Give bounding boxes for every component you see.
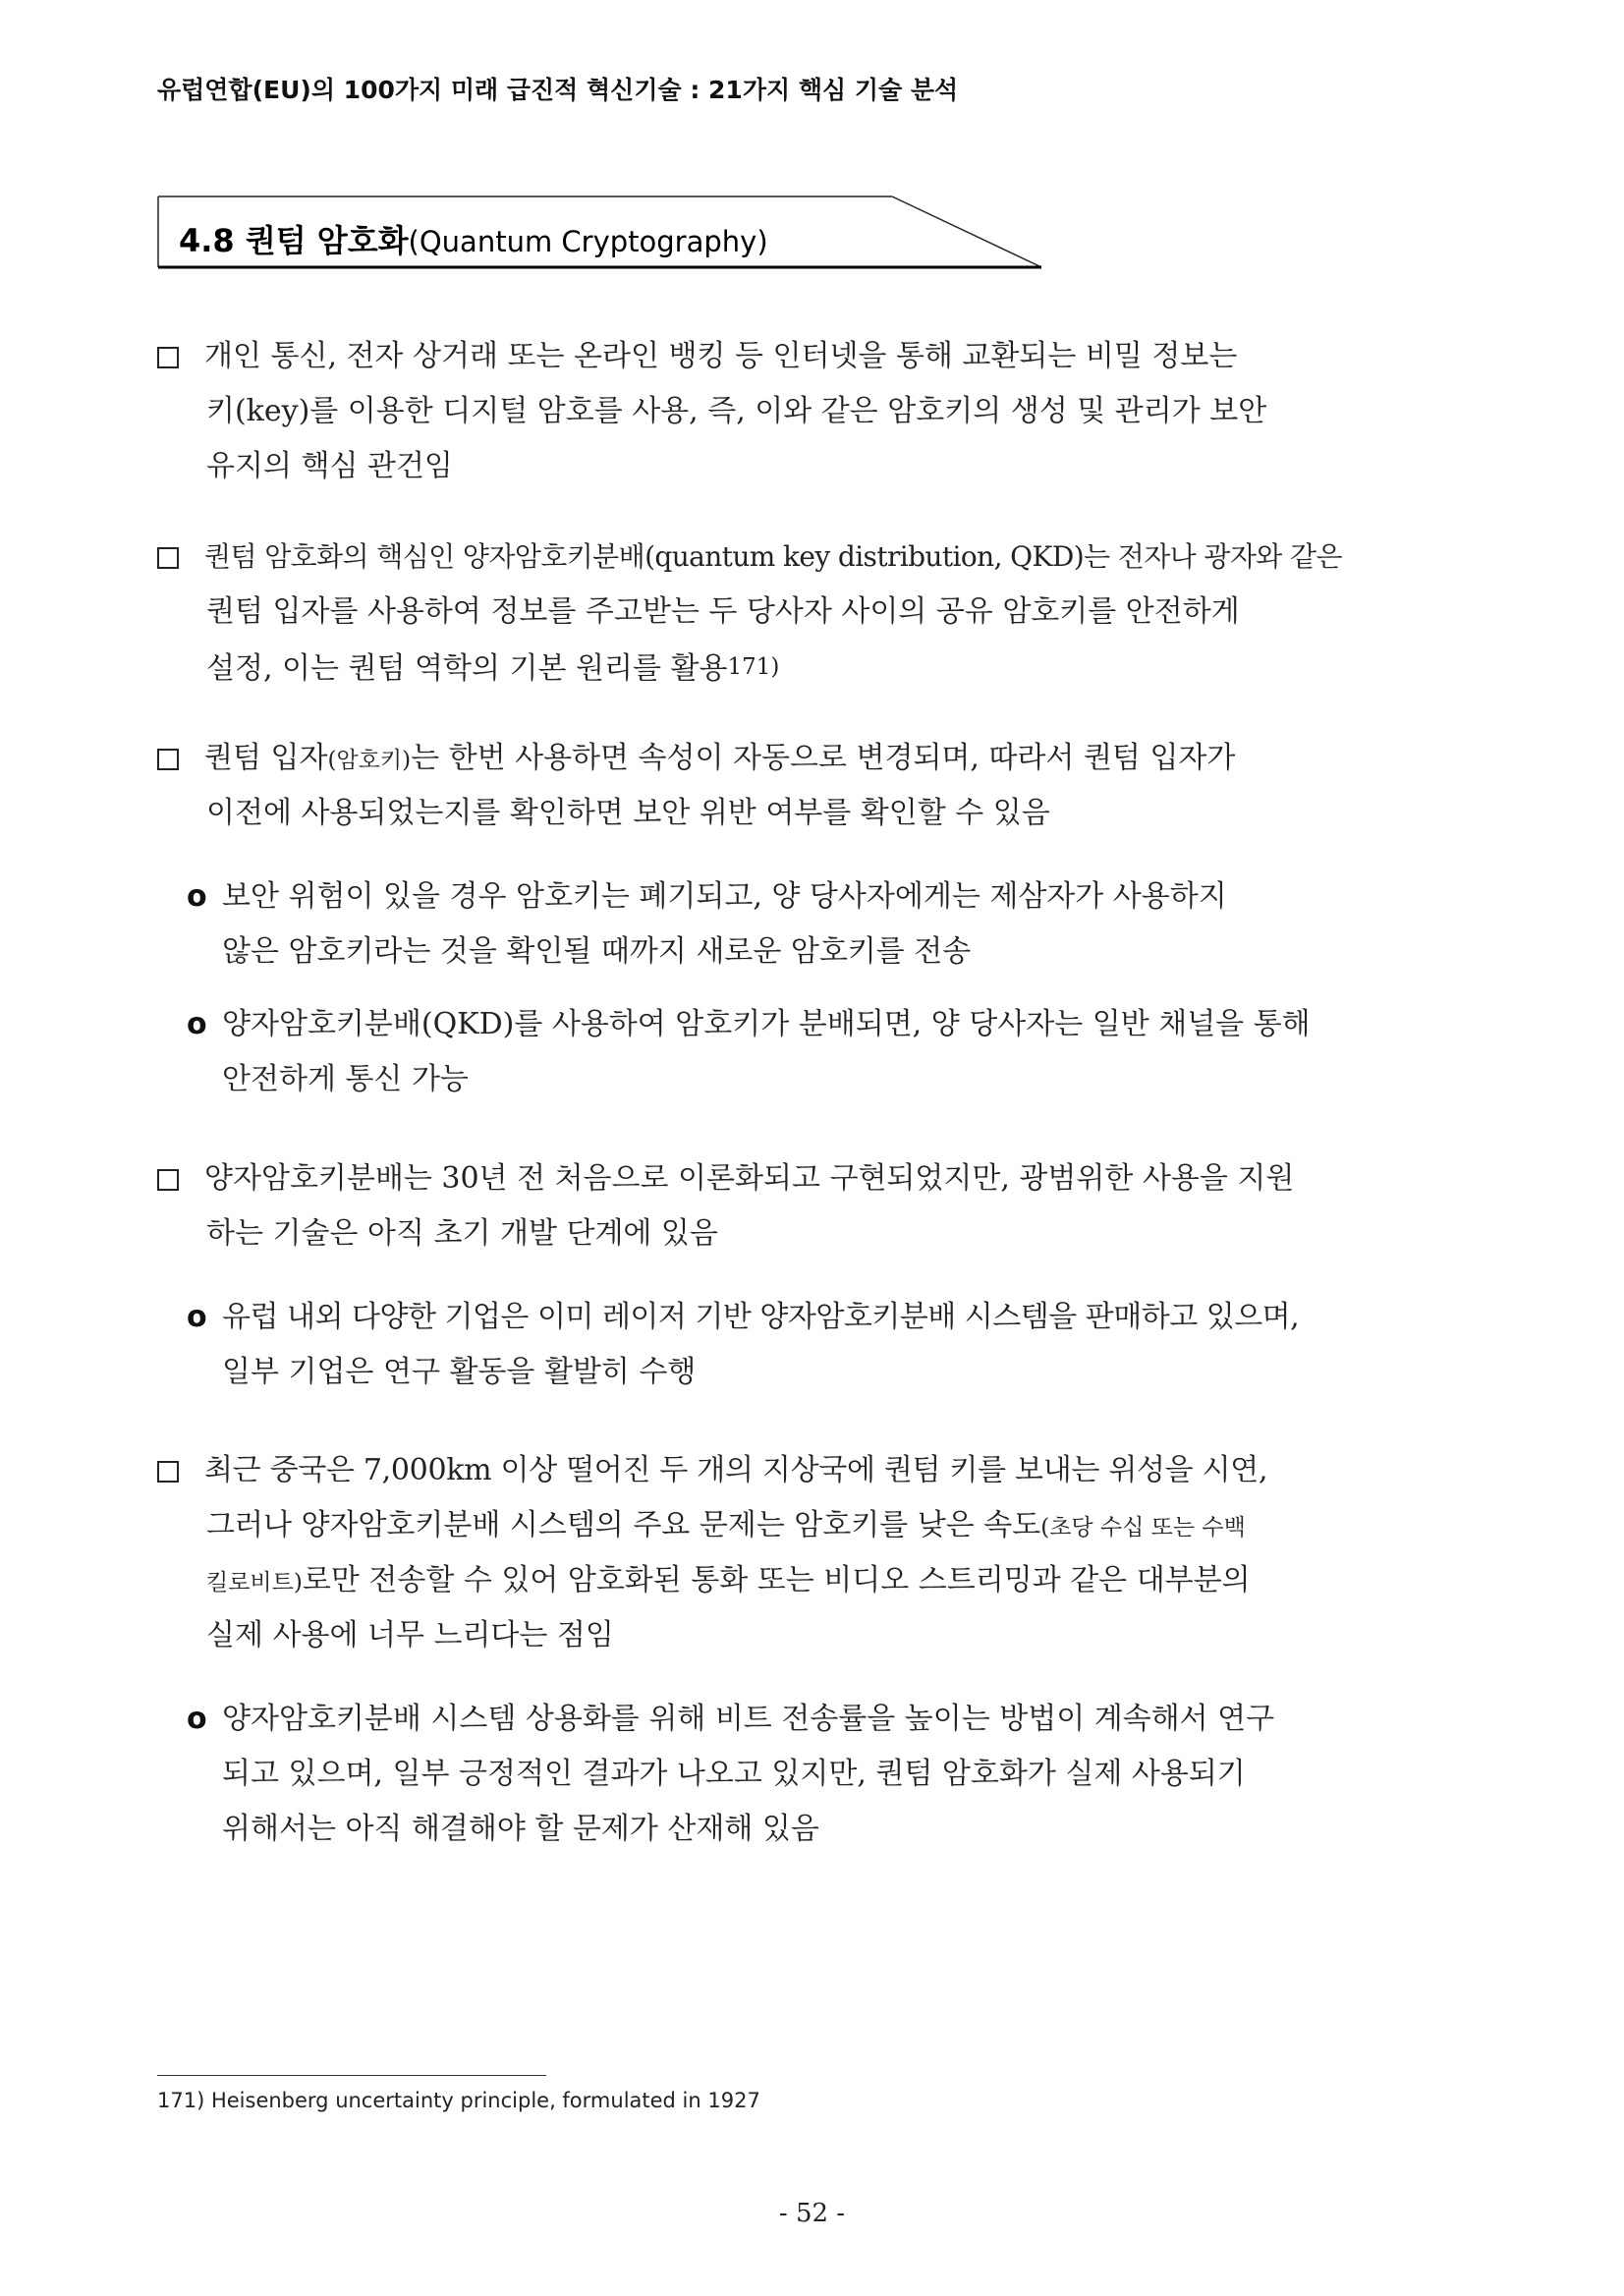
paragraph-5-line-2: 그러나 양자암호키분배 시스템의 주요 문제는 암호키를 낮은 속도(초당 수십 또는 수백 (206, 1508, 1246, 1542)
paragraph-5-line-3: 킬로비트)로만 전송할 수 있어 암호화된 통화 또는 비디오 스트리밍과 같은 대부분의 (206, 1563, 1251, 1597)
section-title-box (157, 195, 1041, 269)
sub-point-2-line-1: 양자암호키분배(QKD)를 사용하여 암호키가 분배되면, 양 당사자는 일반 채널을 통해 (222, 1007, 1311, 1041)
paragraph-2-line-2: 퀀텀 입자를 사용하여 정보를 주고받는 두 당사자 사이의 공유 암호키를 안전하게 (206, 594, 1240, 629)
checkbox-bullet-icon (157, 547, 179, 569)
paragraph-1-line-3: 유지의 핵심 관건임 (206, 449, 453, 483)
paragraph-2-line-3: 설정, 이는 퀀텀 역학의 기본 원리를 활용171) (206, 651, 780, 686)
sub-point-4-line-3: 위해서는 아직 해결해야 할 문제가 산재해 있음 (222, 1812, 819, 1846)
inline-note: (암호키) (327, 748, 412, 773)
paragraph-5-line-4: 실제 사용에 너무 느리다는 점임 (206, 1618, 614, 1652)
sub-point-4-line-2: 되고 있으며, 일부 긍정적인 결과가 나오고 있지만, 퀀텀 암호화가 실제 사용되기 (222, 1757, 1246, 1791)
paragraph-1-line-2: 키(key)를 이용한 디지털 암호를 사용, 즉, 이와 같은 암호키의 생성 및 관리가 보안 (206, 394, 1267, 428)
sub-point-4-line-1: 양자암호키분배 시스템 상용화를 위해 비트 전송률을 높이는 방법이 계속해서 연구 (222, 1702, 1275, 1736)
circle-bullet-icon: o (187, 1300, 207, 1334)
section-title (179, 216, 768, 261)
circle-bullet-icon: o (187, 1007, 207, 1041)
circle-bullet-icon: o (187, 879, 207, 914)
sub-point-3-line-2: 일부 기업은 연구 활동을 활발히 수행 (222, 1355, 697, 1389)
footnote-reference: 171) (727, 654, 780, 680)
paragraph-2-line-1: 퀀텀 암호화의 핵심인 양자암호키분배(quantum key distribution, QKD)는 전자나 광자와 같은 (204, 540, 1342, 573)
footnote-text: Heisenberg uncertainty principle, formulated in 1927 (204, 2089, 760, 2112)
inline-note: 킬로비트) (206, 1570, 303, 1596)
running-header: 유럽연합(EU)의 100가지 미래 급진적 혁신기술 : 21가지 핵심 기술 분석 (157, 76, 959, 104)
inline-note: (초당 수십 또는 수백 (1040, 1515, 1246, 1540)
checkbox-bullet-icon (157, 1461, 179, 1483)
footnote (157, 2089, 760, 2112)
paragraph-5-line-1: 최근 중국은 7,000km 이상 떨어진 두 개의 지상국에 퀀텀 키를 보내는 위성을 시연, (204, 1453, 1268, 1487)
sub-point-1-line-1: 보안 위험이 있을 경우 암호키는 폐기되고, 양 당사자에게는 제삼자가 사용하지 (222, 879, 1227, 914)
circle-bullet-icon: o (187, 1702, 207, 1736)
sub-point-2-line-2: 안전하게 통신 가능 (222, 1062, 469, 1096)
checkbox-bullet-icon (157, 749, 179, 770)
sub-point-1-line-2: 않은 암호키라는 것을 확인될 때까지 새로운 암호키를 전송 (222, 934, 972, 969)
footnote-divider (157, 2075, 546, 2076)
sub-point-3-line-1: 유럽 내외 다양한 기업은 이미 레이저 기반 양자암호키분배 시스템을 판매하고 있으며, (222, 1300, 1300, 1334)
paragraph-3-line-2: 이전에 사용되었는지를 확인하면 보안 위반 여부를 확인할 수 있음 (206, 796, 1050, 830)
page-number: - 52 - (778, 2199, 846, 2228)
paragraph-3-line-1: 퀀텀 입자(암호키)는 한번 사용하면 속성이 자동으로 변경되며, 따라서 퀀텀 입자가 (204, 741, 1236, 775)
paragraph-4-line-1: 양자암호키분배는 30년 전 처음으로 이론화되고 구현되었지만, 광범위한 사용을 지원 (204, 1161, 1295, 1196)
section-title-korean: 4.8 퀀텀 암호화 (179, 222, 409, 259)
section-title-english: (Quantum Cryptography) (408, 225, 768, 258)
checkbox-bullet-icon (157, 347, 179, 368)
paragraph-4-line-2: 하는 기술은 아직 초기 개발 단계에 있음 (206, 1216, 718, 1251)
paragraph-1-line-1: 개인 통신, 전자 상거래 또는 온라인 뱅킹 등 인터넷을 통해 교환되는 비밀 정보는 (204, 339, 1238, 373)
checkbox-bullet-icon (157, 1169, 179, 1191)
footnote-number: 171) (157, 2089, 205, 2112)
